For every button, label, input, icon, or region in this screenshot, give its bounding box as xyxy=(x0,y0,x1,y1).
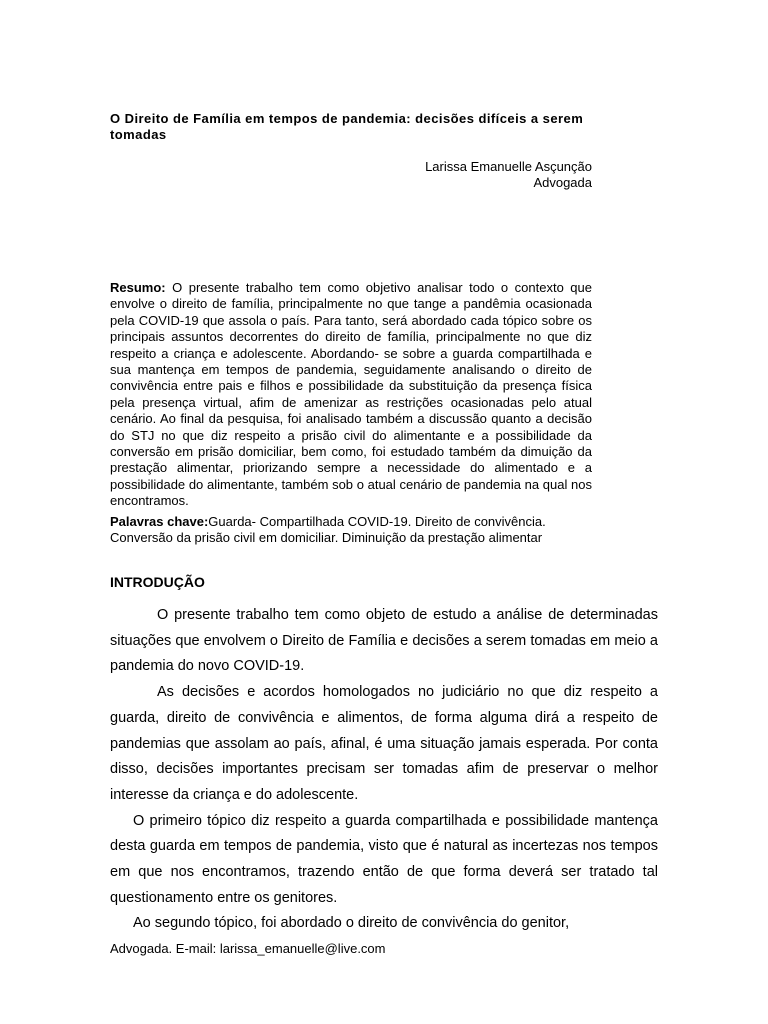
document-title: O Direito de Família em tempos de pandemia: decisões difíceis a serem tomadas xyxy=(110,111,584,142)
author-block xyxy=(300,159,592,191)
paragraph: O presente trabalho tem como objeto de estudo a análise de determinadas situações que envolvem o Direito de Família e decisões a serem tomadas em meio a pandemia do novo COVID-19. xyxy=(110,607,658,675)
abstract-text: O presente trabalho tem como objetivo analisar todo o contexto que envolve o direito de família, principalmente no que tange a pandêmia ocasionada pela COVID-19 que assola o país. Para tanto, será abordado cada tópico sobre os principais assuntos decorrentes do direito de família, principalmente no que diz respeito a criança e adolescente. Abordando- se sobre a guarda compartilhada e sua mantença em tempos de pandemia, seguidamente analisando o direito de convivência entre pais e filhos e possibilidade da substituição da presença física pela presença virtual, afim de amenizar as restrições ocasionadas pelo atual cenário. Ao final da pesquisa, foi analisado também a discussão quanto a decisão do STJ no que diz respeito a prisão civil do alimentante e a possibilidade da conversão em prisão domiciliar, bem como, foi estudado também da dimuição da prestação alimentar, priorizando sempre a necessidade do alimentado e a possibilidade do alimentante, também sob o atual cenário de pandemia na qual nos encontramos. xyxy=(110,280,592,509)
keywords-label: Palavras chave: xyxy=(110,514,209,529)
paragraph: O primeiro tópico diz respeito a guarda compartilhada e possibilidade mantença desta guarda em tempos de pandemia, visto que é natural as incertezas nos tempos em que nos encontramos, trazendo então de que forma deverá ser tratado tal questionamento entre os genitores. xyxy=(110,812,658,906)
paragraph: As decisões e acordos homologados no judiciário no que diz respeito a guarda, direito de convivência e alimentos, de forma alguma dirá a respeito de pandemias que assolam ao país, afinal, é uma situação jamais esperada. Por conta disso, decisões importantes precisam ser tomadas afim de preservar o melhor interesse da criança e do adolescente. xyxy=(110,684,658,803)
keywords xyxy=(110,514,592,547)
author-name: Larissa Emanuelle Asçunção xyxy=(425,159,592,174)
author-role: Advogada xyxy=(533,175,592,190)
abstract xyxy=(110,280,592,510)
abstract-label: Resumo: xyxy=(110,280,166,295)
keywords-text: Guarda- Compartilhada COVID-19. Direito de convivência. Conversão da prisão civil em domiciliar. Diminuição da prestação alimentar xyxy=(110,514,546,546)
body-text xyxy=(110,603,658,937)
paragraph: Ao segundo tópico, foi abordado o direito de convivência do genitor, xyxy=(133,915,570,932)
section-heading: INTRODUÇÃO xyxy=(110,574,205,590)
footnote: Advogada. E-mail: larissa_emanuelle@live.com xyxy=(110,941,386,956)
